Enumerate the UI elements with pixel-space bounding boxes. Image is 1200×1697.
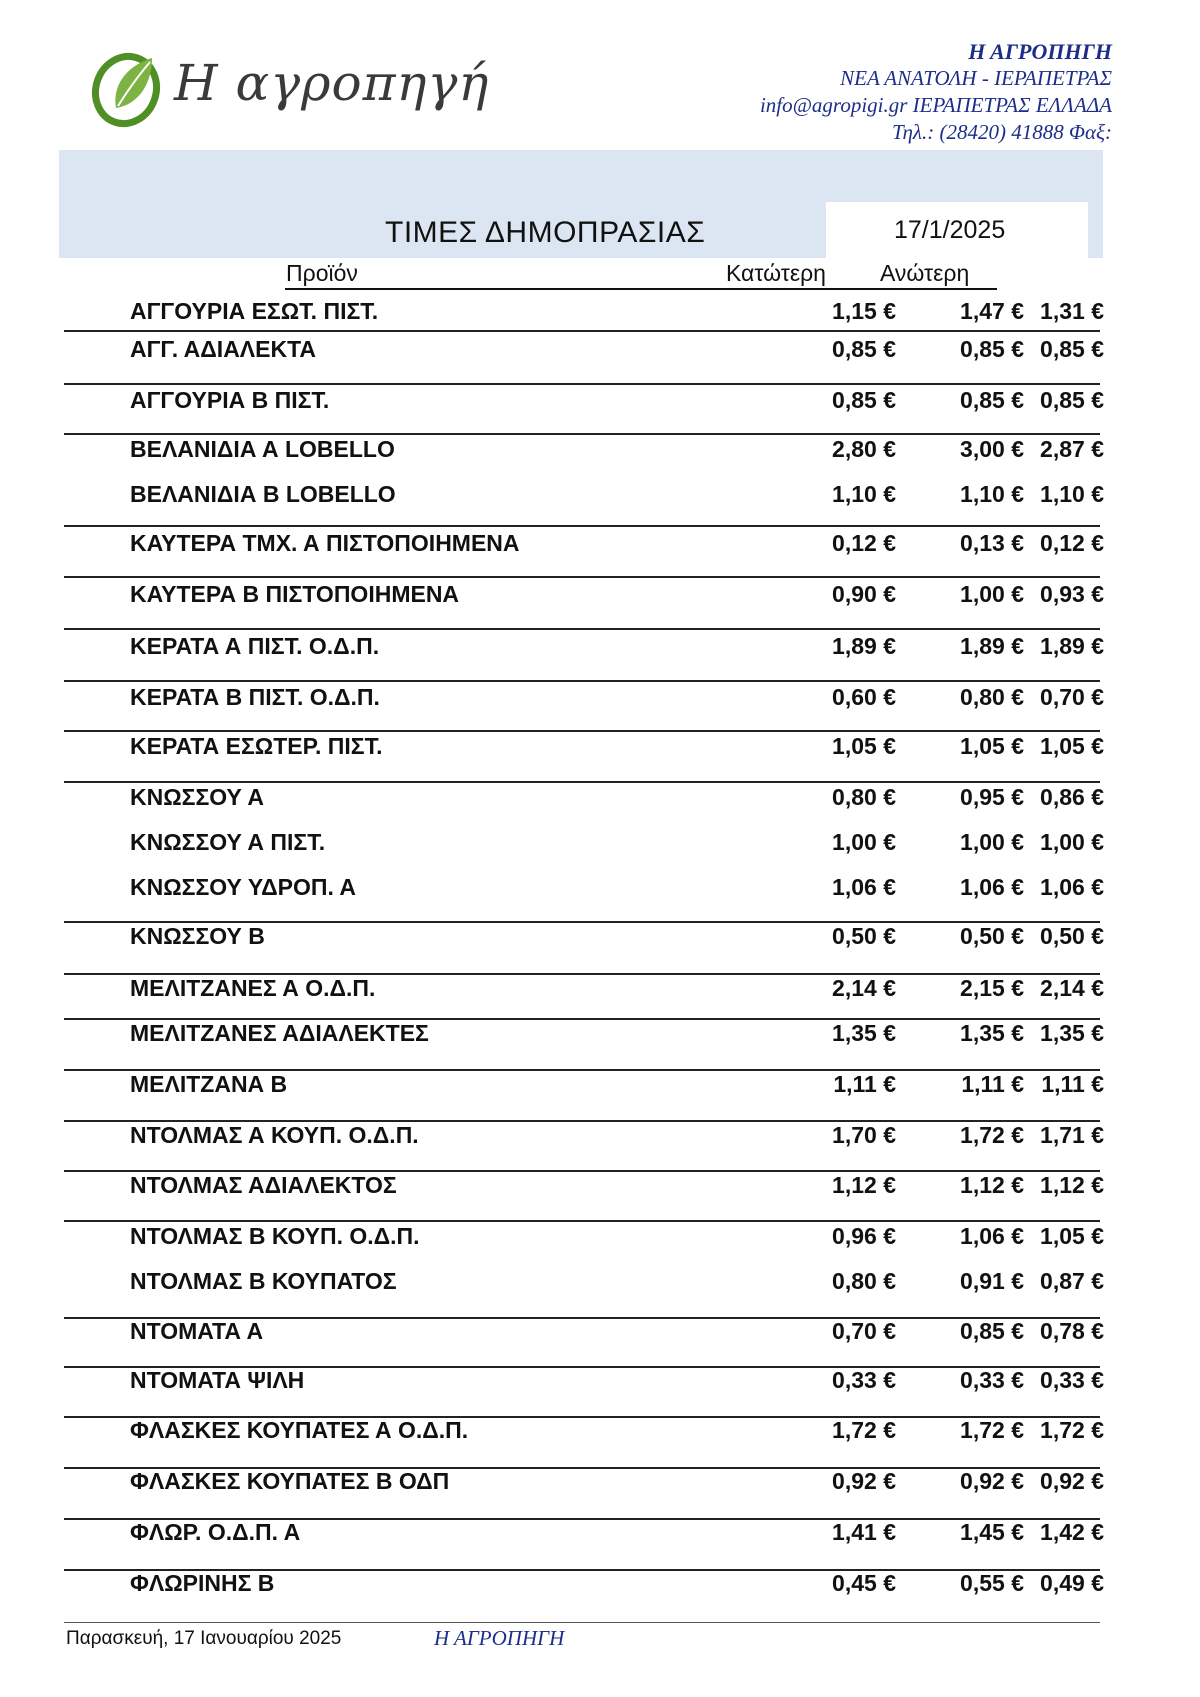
table-row — [64, 1223, 1104, 1263]
product-name: ΑΓΓΟΥΡΙΑ Β ΠΙΣΤ. — [130, 387, 330, 413]
table-row — [64, 481, 1104, 521]
price-high: 2,15 € — [960, 975, 1024, 1001]
price-average: 0,85 € — [1040, 336, 1104, 362]
price-low: 0,45 € — [832, 1570, 896, 1596]
price-low: 1,35 € — [832, 1020, 896, 1046]
price-high: 0,85 € — [960, 1318, 1024, 1344]
price-average: 1,42 € — [1040, 1519, 1104, 1545]
price-high: 0,85 € — [960, 336, 1024, 362]
price-low: 1,10 € — [832, 481, 896, 507]
header-product: Προϊόν — [286, 260, 358, 286]
table-row — [64, 1519, 1104, 1559]
table-row — [64, 1367, 1104, 1407]
price-high: 1,89 € — [960, 633, 1024, 659]
price-high: 1,72 € — [960, 1122, 1024, 1148]
product-name: ΜΕΛΙΤΖΑΝΕΣ ΑΔΙΑΛΕΚΤΕΣ — [130, 1020, 429, 1046]
row-divider — [64, 330, 1100, 332]
price-low: 2,80 € — [832, 436, 896, 462]
price-high: 0,91 € — [960, 1268, 1024, 1294]
price-low: 0,80 € — [832, 1268, 896, 1294]
price-low: 0,80 € — [832, 784, 896, 810]
price-low: 1,41 € — [832, 1519, 896, 1545]
table-row — [64, 1570, 1104, 1610]
row-divider — [64, 1569, 1100, 1571]
price-high: 1,12 € — [960, 1172, 1024, 1198]
page-title: ΤΙΜΕΣ ΔΗΜΟΠΡΑΣΙΑΣ — [385, 216, 706, 249]
price-average: 1,89 € — [1040, 633, 1104, 659]
table-row — [64, 436, 1104, 476]
price-low: 0,50 € — [832, 923, 896, 949]
header-low: Κατώτερη — [726, 260, 826, 286]
row-divider — [64, 383, 1100, 385]
price-high: 0,50 € — [960, 923, 1024, 949]
price-average: 1,05 € — [1040, 1223, 1104, 1249]
price-average: 1,35 € — [1040, 1020, 1104, 1046]
price-low: 2,14 € — [832, 975, 896, 1001]
price-low: 1,00 € — [832, 829, 896, 855]
product-name: ΚΕΡΑΤΑ ΕΣΩΤΕΡ. ΠΙΣΤ. — [130, 733, 383, 759]
table-row — [64, 1417, 1104, 1457]
row-divider — [64, 1170, 1100, 1172]
price-average: 1,00 € — [1040, 829, 1104, 855]
price-high: 1,45 € — [960, 1519, 1024, 1545]
product-name: ΒΕΛΑΝΙΔΙΑ Β LOBELLO — [130, 481, 396, 507]
price-low: 0,60 € — [832, 684, 896, 710]
price-low: 1,11 € — [833, 1071, 896, 1097]
table-row — [64, 633, 1104, 673]
table-row — [64, 298, 1104, 338]
product-name: ΦΛΩΡΙΝΗΣ Β — [130, 1570, 275, 1596]
price-low: 1,06 € — [832, 874, 896, 900]
auction-date: 17/1/2025 — [894, 216, 1006, 244]
row-divider — [64, 1366, 1100, 1368]
price-low: 0,92 € — [832, 1468, 896, 1494]
price-average: 1,71 € — [1040, 1122, 1104, 1148]
header-high: Ανώτερη — [880, 260, 970, 286]
price-high: 3,00 € — [960, 436, 1024, 462]
table-row — [64, 784, 1104, 824]
price-average: 1,06 € — [1040, 874, 1104, 900]
price-high: 1,00 € — [960, 829, 1024, 855]
table-row — [64, 1020, 1104, 1060]
price-low: 0,90 € — [832, 581, 896, 607]
price-average: 1,31 € — [1040, 298, 1104, 324]
price-average: 0,33 € — [1040, 1367, 1104, 1393]
product-name: ΝΤΟΛΜΑΣ Α ΚΟΥΠ. Ο.Δ.Π. — [130, 1122, 419, 1148]
table-row — [64, 923, 1104, 963]
product-name: ΚΑΥΤΕΡΑ ΤΜΧ. Α ΠΙΣΤΟΠΟΙΗΜΕΝΑ — [130, 530, 520, 556]
row-divider — [64, 628, 1100, 630]
price-high: 0,13 € — [960, 530, 1024, 556]
row-divider — [64, 1467, 1100, 1469]
company-name: Η ΑΓΡΟΠΗΓΗ — [968, 39, 1112, 64]
price-high: 1,11 € — [961, 1071, 1024, 1097]
product-name: ΚΝΩΣΣΟΥ Α — [130, 784, 265, 810]
row-divider — [64, 1120, 1100, 1122]
price-average: 2,87 € — [1040, 436, 1104, 462]
price-high: 0,33 € — [960, 1367, 1024, 1393]
product-name: ΝΤΟΛΜΑΣ ΑΔΙΑΛΕΚΤΟΣ — [130, 1172, 397, 1198]
row-divider — [64, 973, 1100, 975]
price-high: 0,85 € — [960, 387, 1024, 413]
price-low: 0,96 € — [832, 1223, 896, 1249]
price-high: 1,06 € — [960, 1223, 1024, 1249]
row-divider — [64, 1518, 1100, 1520]
company-email: info@agropigi.gr ΙΕΡΑΠΕΤΡΑΣ ΕΛΛΑΔΑ — [759, 93, 1112, 117]
product-name: ΜΕΛΙΤΖΑΝΑ Β — [130, 1071, 288, 1097]
footer-date: Παρασκευή, 17 Ιανουαρίου 2025 — [66, 1628, 342, 1649]
product-name: ΑΓΓ. ΑΔΙΑΛΕΚΤΑ — [130, 336, 317, 362]
row-divider — [64, 525, 1100, 527]
row-divider — [64, 921, 1100, 923]
price-low: 0,12 € — [832, 530, 896, 556]
price-high: 1,06 € — [960, 874, 1024, 900]
product-name: ΝΤΟΛΜΑΣ Β ΚΟΥΠ. Ο.Δ.Π. — [130, 1223, 420, 1249]
row-divider — [64, 576, 1100, 578]
table-row — [64, 1468, 1104, 1508]
price-average: 0,78 € — [1040, 1318, 1104, 1344]
price-average: 0,12 € — [1040, 530, 1104, 556]
price-average: 0,93 € — [1040, 581, 1104, 607]
price-high: 1,10 € — [960, 481, 1024, 507]
company-address: ΝΕΑ ΑΝΑΤΟΛΗ - ΙΕΡΑΠΕΤΡΑΣ — [840, 66, 1112, 90]
product-name: ΚΕΡΑΤΑ Α ΠΙΣΤ. Ο.Δ.Π. — [130, 633, 380, 659]
price-average: 0,49 € — [1040, 1570, 1104, 1596]
price-high: 0,80 € — [960, 684, 1024, 710]
price-high: 1,72 € — [960, 1417, 1024, 1443]
table-row — [64, 387, 1104, 427]
product-name: ΚΝΩΣΣΟΥ Β — [130, 923, 265, 949]
table-row — [64, 1268, 1104, 1308]
price-average: 1,05 € — [1040, 733, 1104, 759]
price-average: 0,70 € — [1040, 684, 1104, 710]
price-average: 1,12 € — [1040, 1172, 1104, 1198]
table-row — [64, 874, 1104, 914]
product-name: ΦΛΑΣΚΕΣ ΚΟΥΠΑΤΕΣ Β ΟΔΠ — [130, 1468, 450, 1494]
price-high: 1,05 € — [960, 733, 1024, 759]
table-row — [64, 581, 1104, 621]
price-low: 1,15 € — [832, 298, 896, 324]
table-row — [64, 733, 1104, 773]
product-name: ΦΛΩΡ. Ο.Δ.Π. Α — [130, 1519, 301, 1545]
price-low: 0,85 € — [832, 336, 896, 362]
row-divider — [64, 730, 1100, 732]
table-row — [64, 530, 1104, 570]
price-low: 1,05 € — [832, 733, 896, 759]
price-high: 0,92 € — [960, 1468, 1024, 1494]
row-divider — [64, 781, 1100, 783]
table-row — [64, 1172, 1104, 1212]
price-average: 0,85 € — [1040, 387, 1104, 413]
price-high: 0,95 € — [960, 784, 1024, 810]
price-average: 1,10 € — [1040, 481, 1104, 507]
price-low: 0,70 € — [832, 1318, 896, 1344]
price-average: 2,14 € — [1040, 975, 1104, 1001]
product-name: ΝΤΟΛΜΑΣ Β ΚΟΥΠΑΤΟΣ — [130, 1268, 397, 1294]
price-average: 1,11 € — [1041, 1071, 1104, 1097]
product-name: ΚΝΩΣΣΟΥ ΥΔΡΟΠ. Α — [130, 874, 356, 900]
price-average: 0,92 € — [1040, 1468, 1104, 1494]
price-high: 1,35 € — [960, 1020, 1024, 1046]
price-average: 0,50 € — [1040, 923, 1104, 949]
price-low: 1,72 € — [832, 1417, 896, 1443]
footer-company: Η ΑΓΡΟΠΗΓΗ — [434, 1626, 565, 1650]
price-average: 0,86 € — [1040, 784, 1104, 810]
row-divider — [64, 680, 1100, 682]
price-low: 0,33 € — [832, 1367, 896, 1393]
product-name: ΜΕΛΙΤΖΑΝΕΣ Α Ο.Δ.Π. — [130, 975, 376, 1001]
table-row — [64, 975, 1104, 1015]
price-low: 1,89 € — [832, 633, 896, 659]
product-name: ΦΛΑΣΚΕΣ ΚΟΥΠΑΤΕΣ Α Ο.Δ.Π. — [130, 1417, 469, 1443]
footer-divider — [64, 1622, 1100, 1623]
product-name: ΝΤΟΜΑΤΑ Α — [130, 1318, 264, 1344]
product-name: ΑΓΓΟΥΡΙΑ ΕΣΩΤ. ΠΙΣΤ. — [130, 298, 379, 324]
product-name: ΝΤΟΜΑΤΑ ΨΙΛΗ — [130, 1367, 305, 1393]
company-phone: Τηλ.: (28420) 41888 Φαξ: — [891, 120, 1112, 144]
price-average: 0,87 € — [1040, 1268, 1104, 1294]
table-row — [64, 829, 1104, 869]
price-low: 1,12 € — [832, 1172, 896, 1198]
table-row — [64, 684, 1104, 724]
product-name: ΚΕΡΑΤΑ Β ΠΙΣΤ. Ο.Δ.Π. — [130, 684, 380, 710]
price-high: 0,55 € — [960, 1570, 1024, 1596]
row-divider — [64, 1416, 1100, 1418]
table-row — [64, 1318, 1104, 1358]
price-high: 1,47 € — [960, 298, 1024, 324]
price-low: 0,85 € — [832, 387, 896, 413]
row-divider — [64, 1069, 1100, 1071]
price-average: 1,72 € — [1040, 1417, 1104, 1443]
product-name: ΚΝΩΣΣΟΥ Α ΠΙΣΤ. — [130, 829, 326, 855]
row-divider — [64, 433, 1100, 435]
product-name: ΒΕΛΑΝΙΔΙΑ Α LOBELLO — [130, 436, 395, 462]
logo-text: Η αγροπηγή — [174, 54, 490, 112]
row-divider — [64, 1018, 1100, 1020]
table-row — [64, 1122, 1104, 1162]
product-name: ΚΑΥΤΕΡΑ Β ΠΙΣΤΟΠΟΙΗΜΕΝΑ — [130, 581, 460, 607]
table-row — [64, 336, 1104, 376]
row-divider — [64, 1317, 1100, 1319]
table-row — [64, 1071, 1104, 1111]
price-high: 1,00 € — [960, 581, 1024, 607]
row-divider — [64, 1220, 1100, 1222]
price-low: 1,70 € — [832, 1122, 896, 1148]
